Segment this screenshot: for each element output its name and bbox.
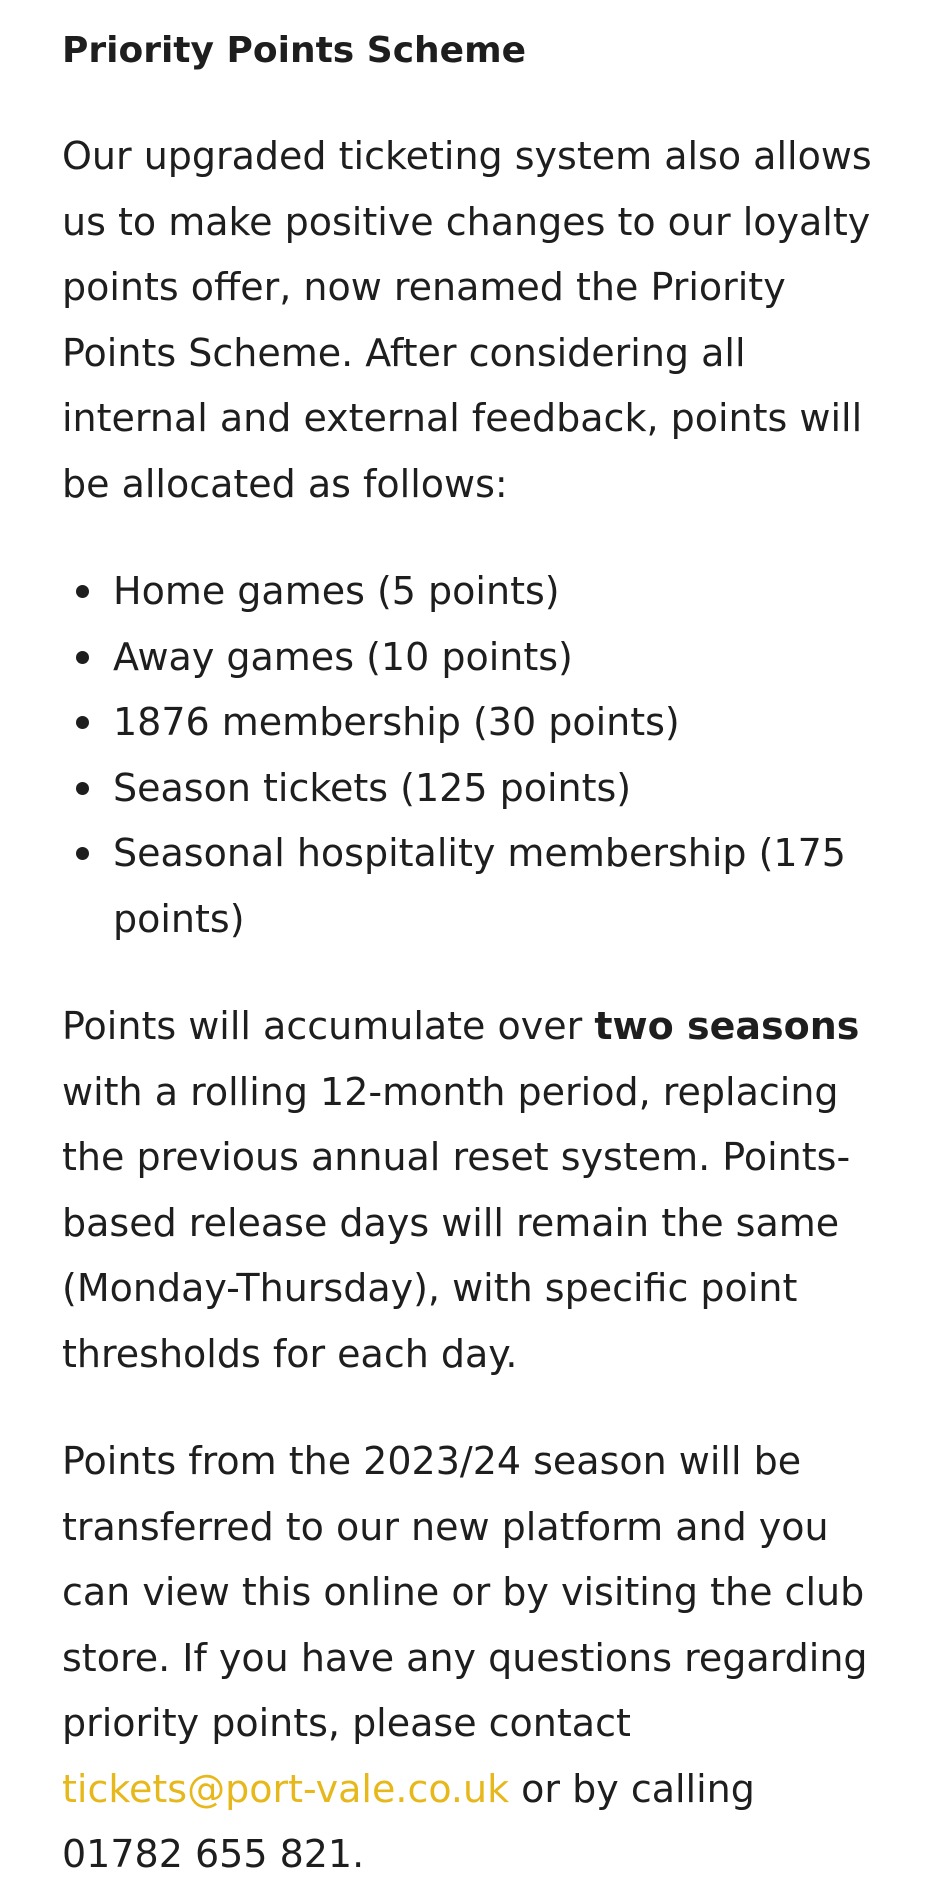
transfer-paragraph (62, 1429, 882, 1888)
accumulation-paragraph (62, 994, 882, 1387)
list-item (62, 690, 882, 756)
section-heading: Priority Points Scheme (62, 30, 527, 71)
list-item-text: Seasonal hospitality membership (175 points) (113, 831, 846, 941)
list-item-text: 1876 membership (30 points) (113, 700, 680, 744)
list-item-text: Season tickets (125 points) (113, 765, 632, 810)
bullet-icon (76, 847, 89, 860)
list-item (62, 559, 882, 625)
bullet-icon (76, 585, 89, 598)
tickets-email-link[interactable]: tickets@port-vale.co.uk (62, 1766, 510, 1811)
two-seasons-emphasis: two seasons (594, 1004, 860, 1048)
list-item-text: Away games (10 points) (113, 634, 573, 679)
bullet-icon (76, 651, 89, 664)
accumulation-text-start: Points will accumulate over (62, 1004, 595, 1048)
transfer-text-end: or by calling 01782 655 821. (62, 1766, 755, 1876)
intro-paragraph: Our upgraded ticketing system also allows us to make positive changes to our loyalty points offer, now renamed the Priority Points Scheme. After considering all internal and external feedback, points will be allocated as follows: (62, 134, 872, 506)
points-allocation-list (62, 559, 882, 952)
accumulation-text-end: with a rolling 12-month period, replacing the previous annual reset system. Points-based release days will remain the same (Monday-Thursday), with specific point thresholds for each day. (62, 1069, 851, 1376)
list-item (62, 625, 882, 691)
article-body (62, 0, 882, 1888)
transfer-text-start: Points from the 2023/24 season will be transferred to our new platform and you can view this online or by visiting the club store. If you have any questions regarding priority points, please contact (62, 1439, 868, 1745)
list-item (62, 756, 882, 822)
bullet-icon (76, 782, 89, 795)
list-item-text: Home games (5 points) (113, 569, 560, 613)
bullet-icon (76, 716, 89, 729)
list-item (62, 821, 882, 952)
